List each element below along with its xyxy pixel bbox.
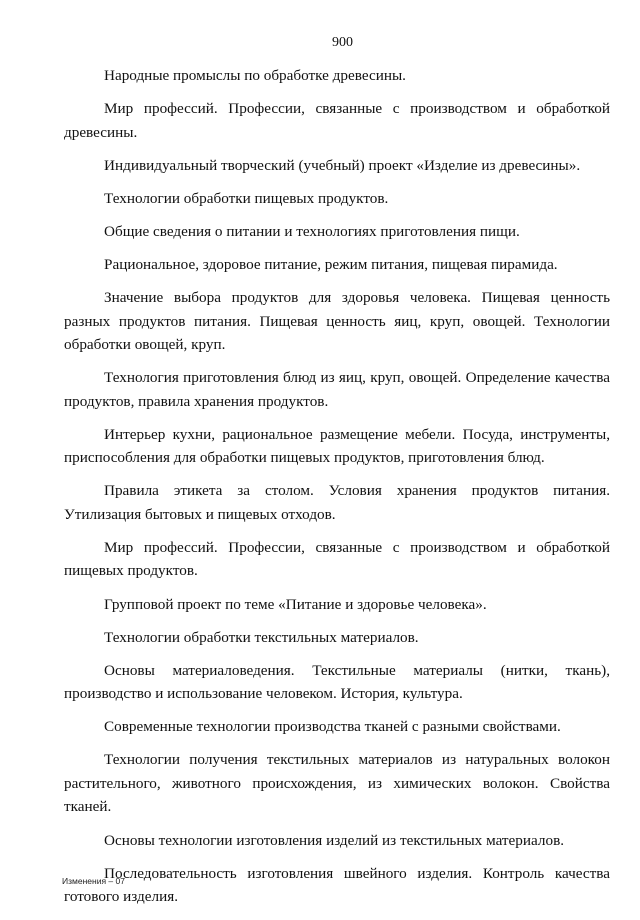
paragraph: Мир профессий. Профессии, связанные с производством и обработкой древесины. [64,100,610,141]
paragraph: Современные технологии производства тканей с разными свойствами. [104,718,561,736]
paragraph: Общие сведения о питании и технологиях приготовления пищи. [104,222,520,240]
footer-revision-note: Изменения – 07 [62,876,125,886]
paragraph: Народные промыслы по обработке древесины. [104,67,406,84]
document-body [64,64,610,918]
paragraph: Рациональное, здоровое питание, режим питания, пищевая пирамида. [104,255,558,273]
paragraph: Значение выбора продуктов для здоровья человека. Пищевая ценность разных продуктов питания. Пищевая ценность яиц, круп, овощей. Технологии обработки овощей, круп. [64,289,610,354]
paragraph: Интерьер кухни, рациональное размещение мебели. Посуда, инструменты, приспособления для обработки пищевых продуктов, приготовления блюд. [64,425,610,467]
paragraph: Индивидуальный творческий (учебный) проект «Изделие из древесины». [104,156,581,174]
paragraph: Технология приготовления блюд из яиц, круп, овощей. Определение качества продуктов, правила хранения продуктов. [64,369,610,410]
paragraph: Технологии обработки текстильных материалов. [104,628,419,646]
paragraph: Последовательность изготовления швейного изделия. Контроль качества готового изделия. [64,864,610,906]
page-number: 900 [332,35,353,50]
paragraph: Правила этикета за столом. Условия хранения продуктов питания. Утилизация бытовых и пищевых отходов. [64,482,610,523]
paragraph: Основы материаловедения. Текстильные материалы (нитки, ткань), производство и использование человеком. История, культура. [64,661,610,703]
paragraph: Технологии получения текстильных материалов из натуральных волокон растительного, животного происхождения, из химических волокон. Свойства тканей. [64,751,610,816]
paragraph: Технологии обработки пищевых продуктов. [104,189,389,207]
paragraph: Групповой проект по теме «Питание и здоровье человека». [104,595,487,613]
paragraph: Мир профессий. Профессии, связанные с производством и обработкой пищевых продуктов. [64,538,610,580]
paragraph: Основы технологии изготовления изделий из текстильных материалов. [104,831,565,849]
